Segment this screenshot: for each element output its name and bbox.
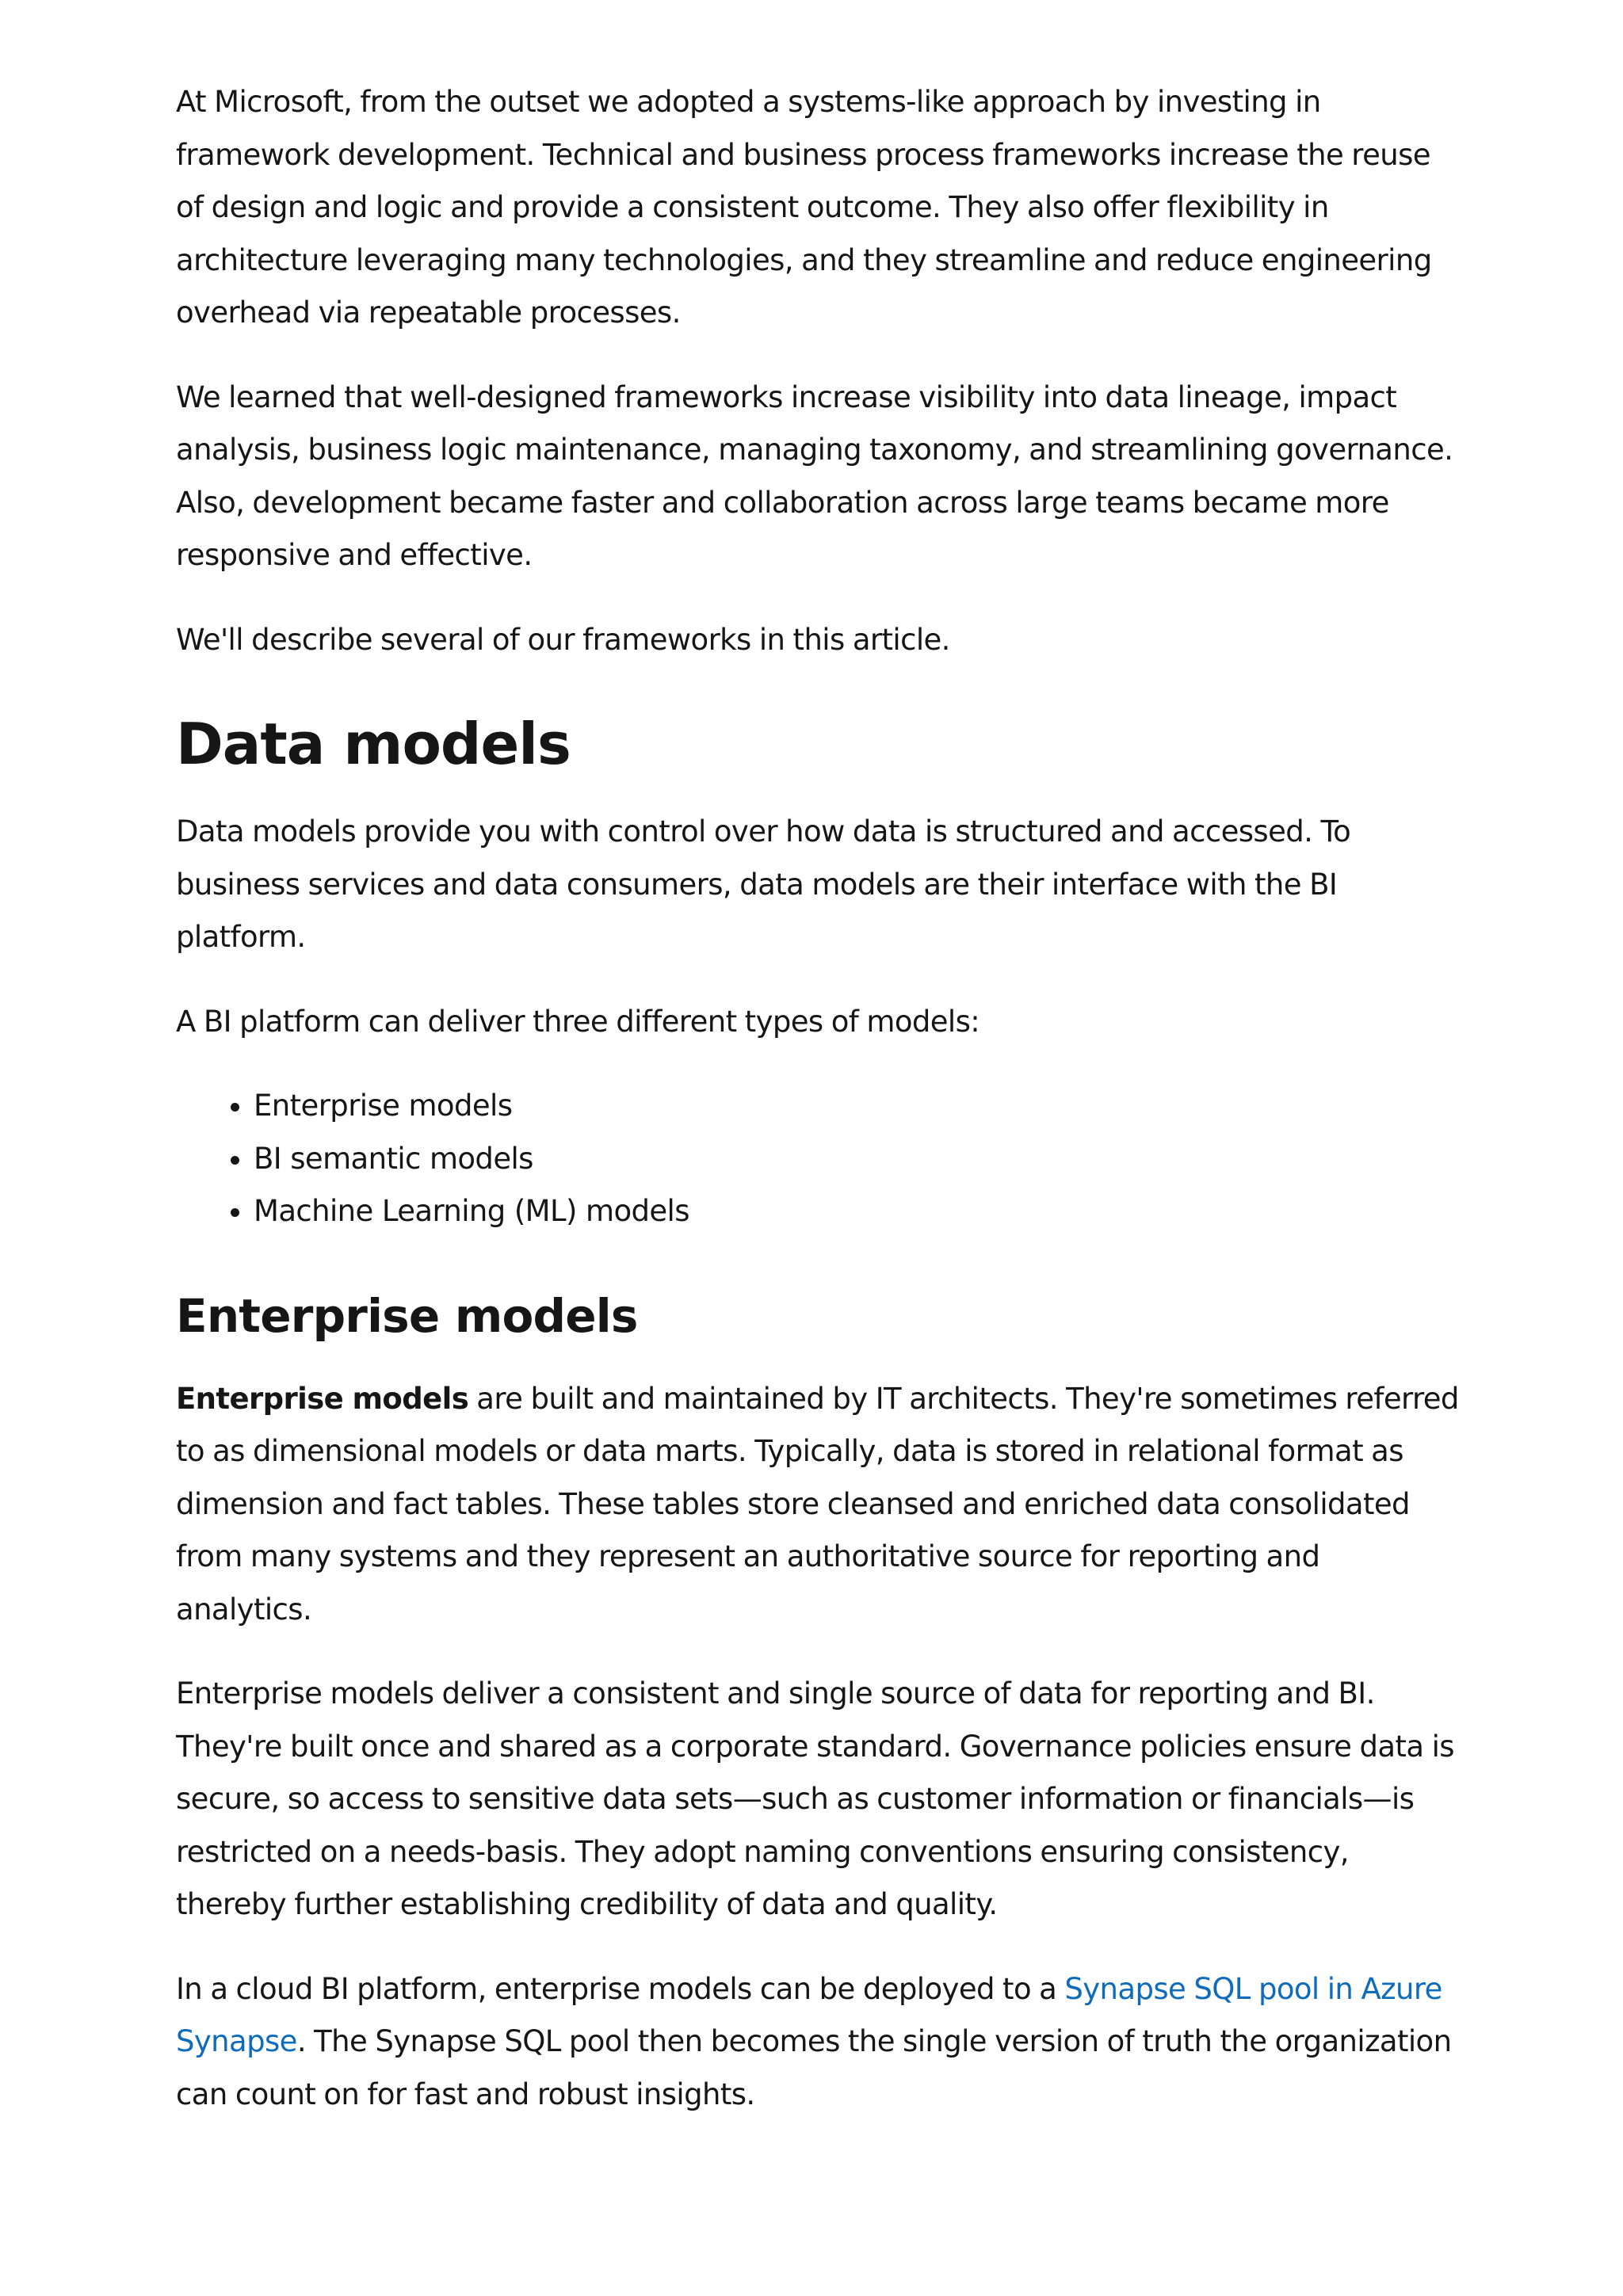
enterprise-models-paragraph-1 <box>176 1373 1460 1637</box>
paragraph-3-lead-text: In a cloud BI platform, enterprise models can be deployed to a <box>176 1971 1065 2006</box>
intro-paragraph-3: We'll describe several of our frameworks in this article. <box>176 622 950 657</box>
synapse-sql-pool-link[interactable]: Synapse SQL pool in Azure Synapse <box>176 1971 1442 2058</box>
enterprise-models-section <box>176 1284 1460 2122</box>
enterprise-models-term: Enterprise models <box>176 1381 469 1416</box>
article-body <box>176 76 1460 2153</box>
enterprise-models-heading: Enterprise models <box>176 1288 638 1343</box>
enterprise-models-paragraph-2: Enterprise models deliver a consistent and single source of data for reporting and BI. They're built once and shared as a corporate standard. Governance policies ensure data is secure, so access to sensitive data sets—such as customer information or financials—is restricted on a needs-basis. They adopt naming conventions ensuring consistency, thereby further establishing credibility of data and quality. <box>176 1676 1454 1921</box>
enterprise-models-paragraph-1-text: are built and maintained by IT architects. They're sometimes referred to as dimensional models or data marts. Typically, data is stored in relational format as dimension and fact tables. These tables store cleansed and enriched data consolidated from many systems and they represent an authoritative source for reporting and analytics. <box>176 1381 1459 1627</box>
intro-paragraph-2: We learned that well-designed frameworks increase visibility into data lineage, impact analysis, business logic maintenance, managing taxonomy, and streamlining governance. Also, development became faster and collaboration across large teams became more responsive and effective. <box>176 379 1453 572</box>
data-models-section <box>176 704 1460 1238</box>
list-item: • BI semantic models <box>254 1133 1460 1186</box>
paragraph-3-trail-text: . The Synapse SQL pool then becomes the single version of truth the organization can count on for fast and robust insights. <box>176 2024 1452 2111</box>
data-models-paragraph-2: A BI platform can deliver three different types of models: <box>176 1004 980 1039</box>
intro-paragraph-1: At Microsoft, from the outset we adopted a systems-like approach by investing in framework development. Technical and business process frameworks increase the reuse of design and logic and provide a consistent outcome. They also offer flexibility in architecture leveraging many technologies, and they streamline and reduce engineering overhead via repeatable processes. <box>176 85 1432 330</box>
data-models-heading: Data models <box>176 711 571 777</box>
enterprise-models-paragraph-3 <box>176 1963 1460 2122</box>
data-models-paragraph-1: Data models provide you with control over how data is structured and accessed. To business services and data consumers, data models are their interface with the BI platform. <box>176 814 1351 954</box>
list-item: • Enterprise models <box>254 1080 1460 1133</box>
model-types-list <box>176 1080 1460 1238</box>
list-item: • Machine Learning (ML) models <box>254 1185 1460 1238</box>
